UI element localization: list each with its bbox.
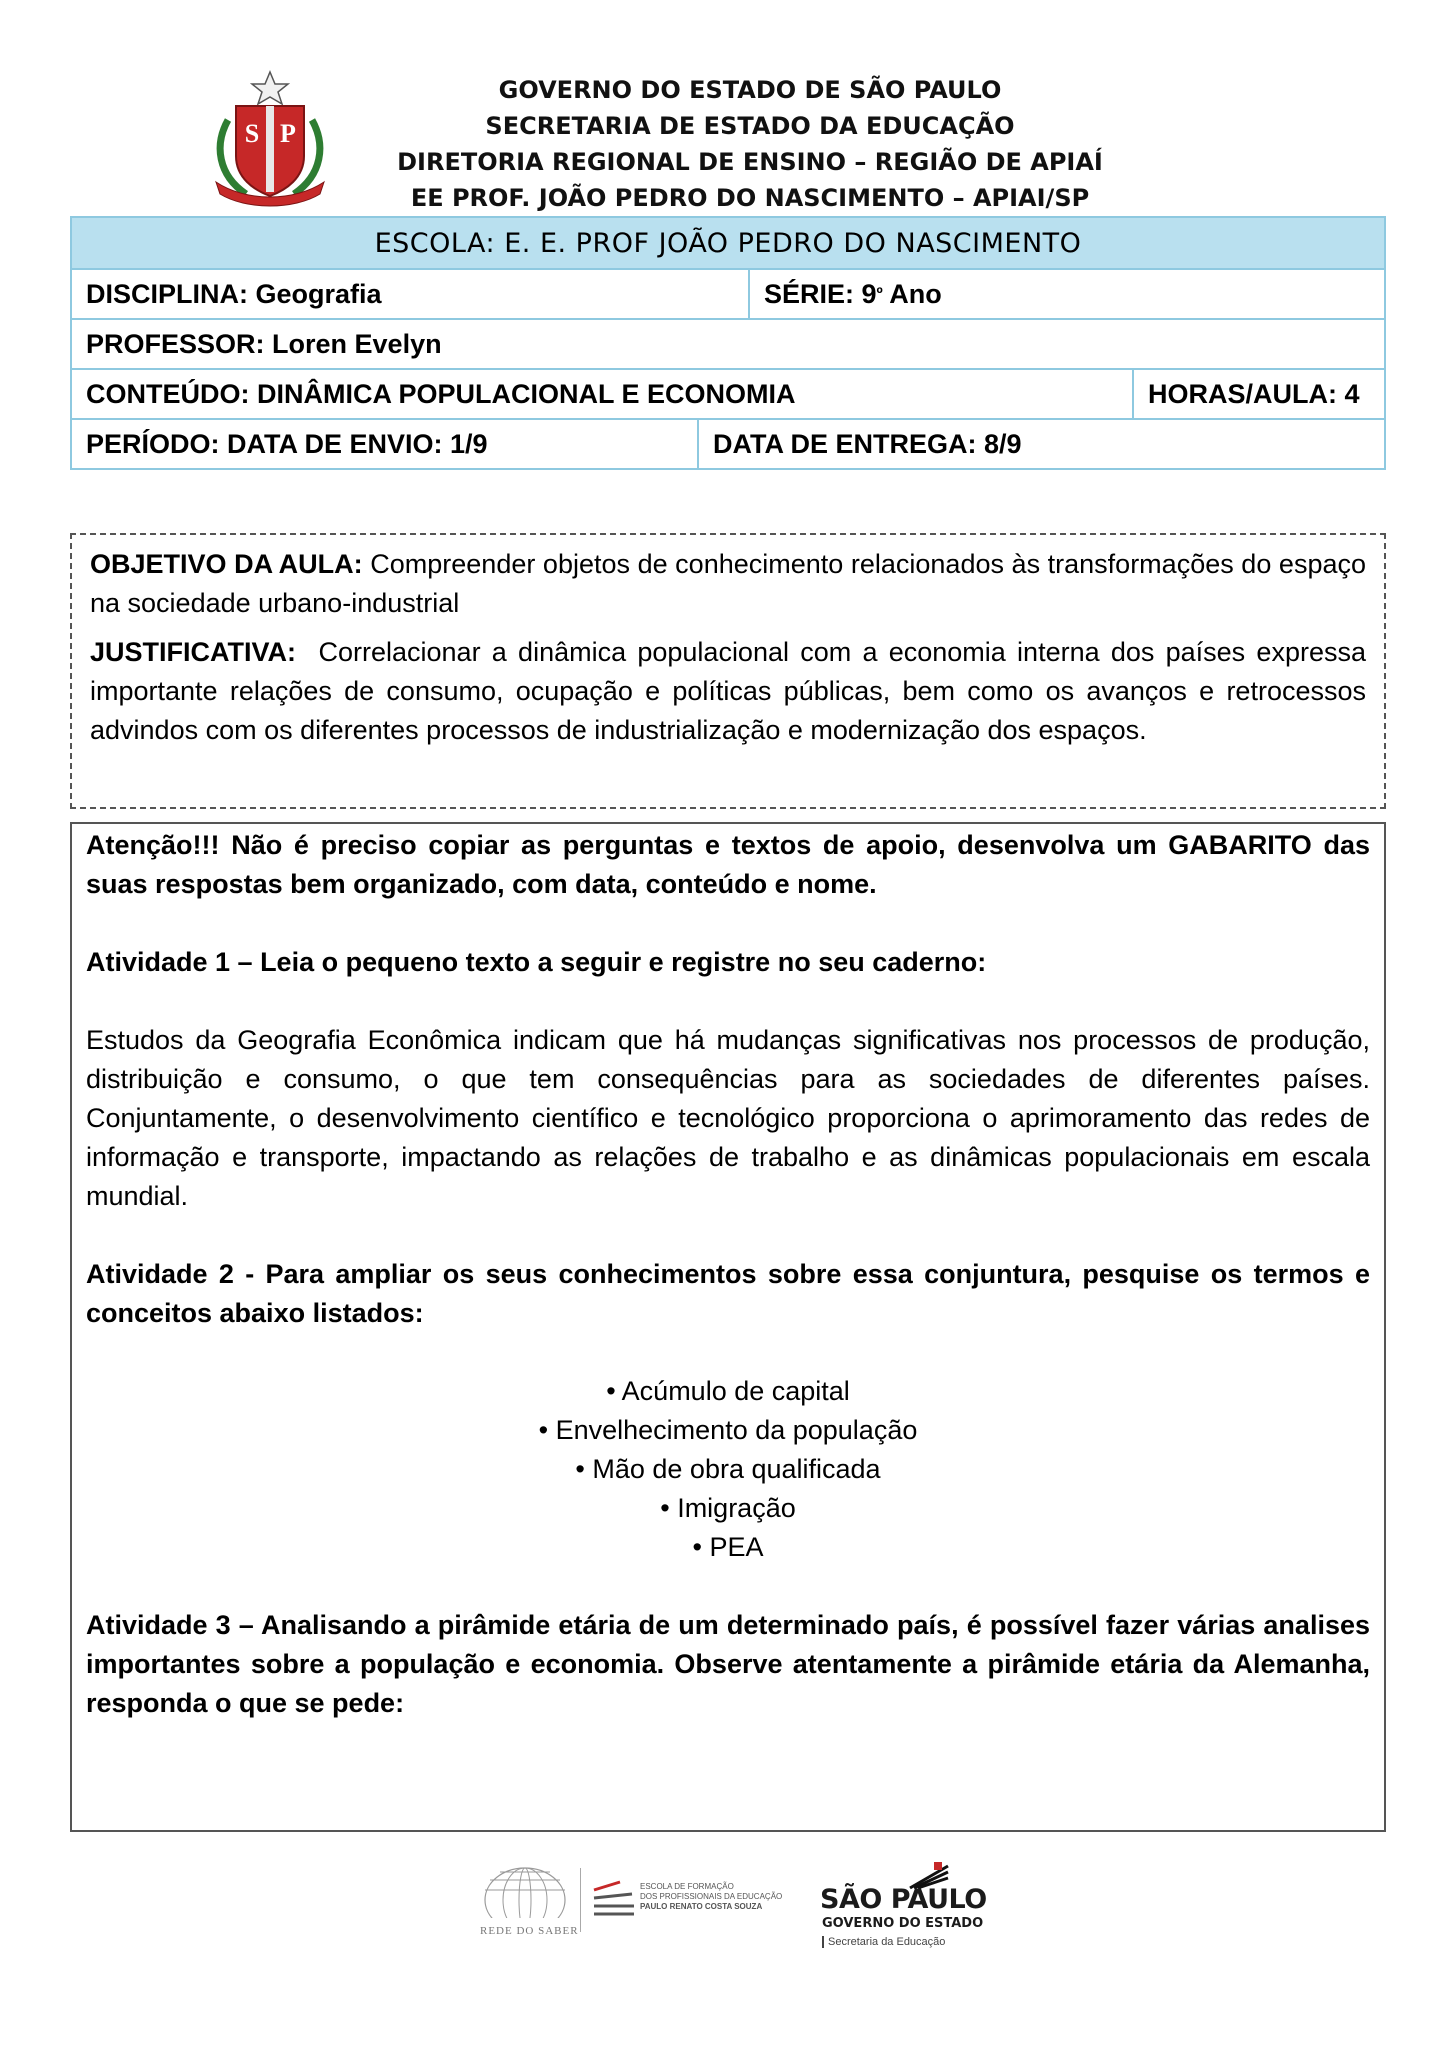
sp-crest-icon xyxy=(206,70,334,208)
justification-paragraph xyxy=(90,633,1374,750)
escola-line: PAULO RENATO COSTA SOUZA xyxy=(640,1902,763,1911)
rede-do-saber-logo xyxy=(480,1860,590,1950)
period-cell: PERÍODO: DATA DE ENVIO: 1/9 xyxy=(86,428,488,459)
activity-2-title: Atividade 2 - Para ampliar os seus conhecimentos sobre essa conjuntura, pesquise os termos e conceitos abaixo listados: xyxy=(86,1259,1370,1328)
sp-secretaria: Secretaria da Educação xyxy=(822,1936,945,1948)
class-info-table xyxy=(70,216,1386,470)
serie-text: SÉRIE: 9 xyxy=(764,278,877,309)
professor-row xyxy=(72,318,1384,368)
list-item: • Acúmulo de capital xyxy=(606,1376,850,1406)
sp-title: SÃO PAULO xyxy=(820,1884,987,1915)
list-item: • Imigração xyxy=(660,1493,796,1523)
svg-text:S: S xyxy=(244,119,260,148)
svg-text:P: P xyxy=(280,119,296,148)
justification-label: JUSTIFICATIVA: xyxy=(90,637,296,667)
objective-label: OBJETIVO DA AULA: xyxy=(90,549,363,579)
discipline-cell: DISCIPLINA: Geografia xyxy=(86,278,382,309)
school-name: ESCOLA: E. E. PROF JOÃO PEDRO DO NASCIMENTO xyxy=(374,227,1082,259)
objective-text: Compreender objetos de conhecimento relacionados às transformações do espaço na sociedade urbano-industrial xyxy=(90,549,1366,618)
professor-cell: PROFESSOR: Loren Evelyn xyxy=(86,328,442,359)
content-cell: CONTEÚDO: DINÂMICA POPULACIONAL E ECONOMIA xyxy=(86,378,796,409)
objective-box xyxy=(70,533,1386,809)
delivery-cell: DATA DE ENTREGA: 8/9 xyxy=(697,420,1384,468)
sp-state-crest xyxy=(206,70,334,208)
activity-1-text: Estudos da Geografia Econômica indicam que há mudanças significativas nos processos de produção, distribuição e consumo, o que tem consequências para as sociedades de diferentes países. Conjuntamente, o desenvolvimento científico e tecnológico proporciona o aprimoramento das redes de informação e transporte, impactando as relações de trabalho e as dinâmicas populacionais em escala mundial. xyxy=(86,1025,1370,1211)
content-row xyxy=(72,368,1384,418)
terms-list xyxy=(86,1372,1370,1567)
school-row xyxy=(72,218,1384,268)
objective-paragraph xyxy=(90,545,1366,623)
discipline-row xyxy=(72,268,1384,318)
escola-line: DOS PROFISSIONAIS DA EDUCAÇÃO xyxy=(640,1892,783,1901)
sp-government-logo xyxy=(820,1860,1020,1970)
list-item: • PEA xyxy=(692,1532,764,1562)
hours-cell: HORAS/AULA: 4 xyxy=(1132,370,1384,418)
justification-text: Correlacionar a dinâmica populacional com a economia interna dos países expressa importante relações de consumo, ocupação e políticas públicas, bem como os avanços e retrocessos advindos com os diferentes processos de industrialização e modernização dos espaços. xyxy=(90,637,1374,745)
header-line: DIRETORIA REGIONAL DE ENSINO – REGIÃO DE APIAÍ xyxy=(397,148,1103,176)
activity-3-title: Atividade 3 – Analisando a pirâmide etária de um determinado país, é possível fazer várias analises importantes sobre a população e economia. Observe atentamente a pirâmide etária da Alemanha, responda o que se pede: xyxy=(86,1610,1370,1718)
footer-logos xyxy=(480,1860,1020,1970)
activities-box xyxy=(70,822,1386,1832)
escola-text xyxy=(640,1882,782,1912)
header-line: GOVERNO DO ESTADO DE SÃO PAULO xyxy=(498,76,1002,104)
period-row xyxy=(72,418,1384,468)
list-item: • Mão de obra qualificada xyxy=(575,1454,881,1484)
logo-divider xyxy=(580,1868,581,1932)
escola-mark-icon xyxy=(592,1880,636,1920)
sp-subtitle: GOVERNO DO ESTADO xyxy=(822,1916,984,1931)
list-item: • Envelhecimento da população xyxy=(538,1415,918,1445)
attention-note: Atenção!!! Não é preciso copiar as perguntas e textos de apoio, desenvolva um GABARITO das suas respostas bem organizado, com data, conteúdo e nome. xyxy=(86,830,1370,899)
header-line: SECRETARIA DE ESTADO DA EDUCAÇÃO xyxy=(485,112,1015,140)
government-header xyxy=(330,72,1170,216)
serie-suffix: Ano xyxy=(882,278,942,309)
rede-label: REDE DO SABER xyxy=(480,1925,579,1937)
activity-1-title: Atividade 1 – Leia o pequeno texto a seguir e registre no seu caderno: xyxy=(86,947,987,977)
escola-formacao-logo xyxy=(592,1876,783,1936)
serie-cell: SÉRIE: 9 º Ano xyxy=(748,270,1384,318)
globe-icon xyxy=(480,1860,570,1918)
header-line: EE PROF. JOÃO PEDRO DO NASCIMENTO – APIAI/SP xyxy=(410,184,1090,212)
escola-line: ESCOLA DE FORMAÇÃO xyxy=(640,1882,734,1891)
